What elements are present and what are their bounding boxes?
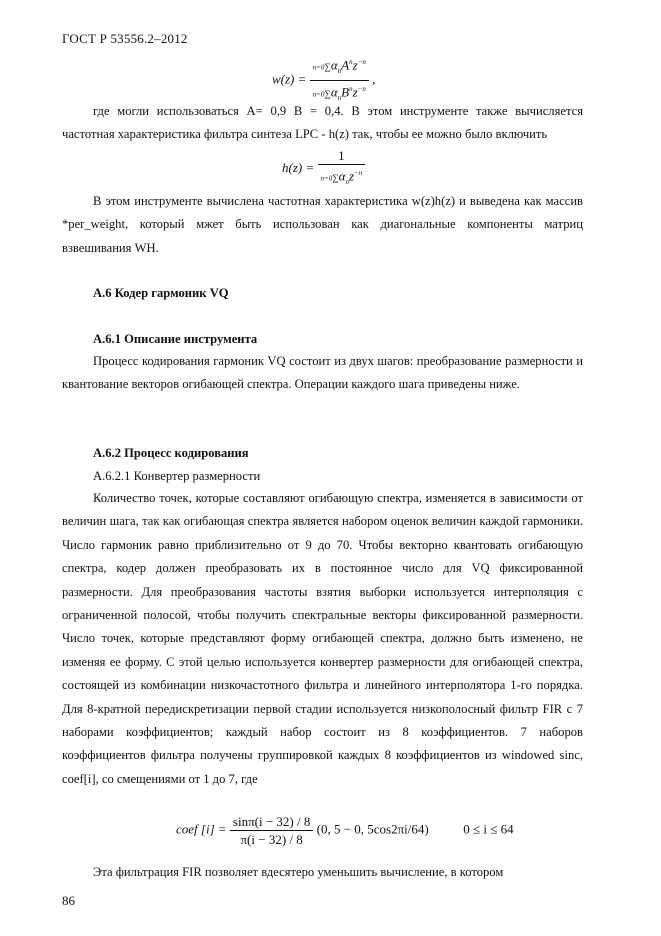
formula-coef-denominator: π(i − 32) / 8 — [240, 832, 303, 847]
formula-coef-range: 0 ≤ i ≤ 64 — [463, 821, 514, 837]
formula-coef-fraction — [230, 814, 313, 847]
paragraph-2 — [62, 190, 583, 260]
paragraph-1-text: где могли использоваться A= 0,9 B = 0,4. В этом инструменте также вычисляется частотная характеристика фильтра синтеза LPC - h(z) так, чтобы ее можно было включить — [62, 104, 583, 142]
subheading-a621: А.6.2.1 Конвертер размерности — [93, 469, 261, 483]
formula-w: w(z) = $\frac{n=0\sum\alpha_nA^nz^{-n}}{n=0\sum\alpha_nB^nz^{-n}}$ , — [272, 55, 375, 106]
formula-coef-factor: (0, 5 − 0, 5cos2πi/64) — [316, 821, 429, 837]
paragraph-4 — [62, 487, 583, 791]
formula-coef — [176, 814, 514, 847]
formula-h — [282, 148, 365, 190]
formula-w-lhs: w(z) = — [272, 71, 307, 87]
formula-w-fraction: $\frac{n=0\sum\alpha_nA^nz^{-n}}{n=0\sum\alpha_nB^nz^{-n}}$ — [310, 55, 369, 106]
page-number: 86 — [62, 893, 75, 908]
paragraph-3 — [62, 350, 583, 397]
paragraph-1 — [62, 100, 583, 147]
formula-coef-numerator: sinπ(i − 32) / 8 — [230, 814, 313, 831]
paragraph-3-text: Процесс кодирования гармоник VQ состоит из двух шагов: преобразование размерности и квантование векторов огибающей спектра. Операции каждого шага приведены ниже. — [62, 354, 583, 392]
paragraph-5 — [62, 861, 583, 884]
formula-coef-lhs: coef [i] = — [176, 821, 227, 837]
formula-h-lhs: h(z) = — [282, 159, 315, 175]
paragraph-5-text: Эта фильтрация FIR позволяет вдесятеро уменьшить вычисление, в котором — [93, 865, 504, 879]
heading-a62: А.6.2 Процесс кодирования — [93, 446, 249, 460]
document-header: ГОСТ Р 53556.2–2012 — [62, 31, 188, 46]
heading-a6: А.6 Кодер гармоник VQ — [93, 286, 229, 300]
formula-h-fraction: $\frac{1}{n=0\sum\alpha_nz^{-n}}$ — [318, 148, 366, 190]
paragraph-2-text: В этом инструменте вычислена частотная характеристика w(z)h(z) и выведена как массив *per_weight, который мжет быть использован как диагональные компоненты матриц взвешивания WH. — [62, 194, 583, 255]
heading-a61: А.6.1 Описание инструмента — [93, 332, 258, 346]
paragraph-4-text: Количество точек, которые составляют огибающую спектра, изменяется в зависимости от величин шага, так как огибающая спектра является набором оценок величин каждой гармоники. Число гармоник равно приблизительно от 9 до 70. Чтобы векторно квантовать огибающую спектра, кодер должен преобразовать их в постоянное число для VQ фиксированной размерности. Для преобразования частоты взятия выборки используется интерполяция с ограниченной полосой, чтобы получить спектральные векторы фиксированной размерности. Число точек, которые представляют форму огибающей спектра, должно быть изменено, не изменяя ее форму. С этой целью используется конвертер размерности для огибающей спектра, состоящей из комбинации низкочастотного фильтра и линейного интерполятора 1-го порядка. Для 8-кратной передискретизации первой стадии используется низкополосный фильтр FIR с 7 наборами коэффициентов; каждый набор состоит из 8 коэффициентов. 7 наборов коэффициентов фильтра получены группировкой каждых 8 коэффициентов из windowed sinc, coef[i], со смещениями от 1 до 7, где — [62, 491, 583, 786]
